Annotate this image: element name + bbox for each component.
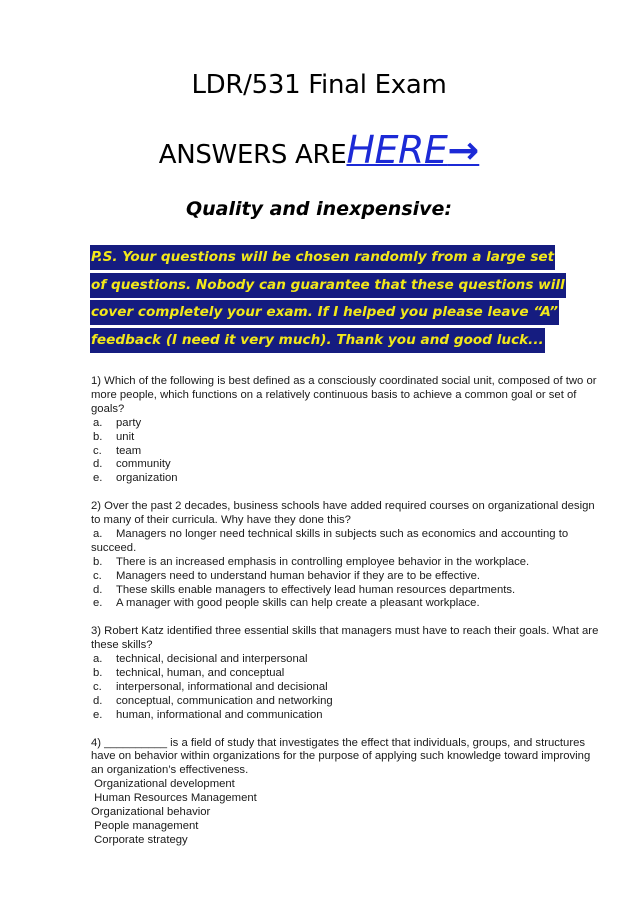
questions-list	[91, 375, 601, 862]
notice-line: cover completely your exam. If I helped you please leave “A”	[90, 300, 559, 325]
notice-line: feedback (I need it very much). Thank you and good luck...	[90, 328, 545, 353]
answer-option: a. technical, decisional and interpersonal	[93, 653, 308, 666]
question-stem: 2) Over the past 2 decades, business schools have added required courses on organizational design to many of their curricula. Why have they done this?	[91, 500, 595, 527]
question-2	[91, 500, 601, 611]
answers-row	[0, 128, 638, 172]
answer-option: b. technical, human, and conceptual	[93, 667, 285, 679]
question-stem: 4) __________ is a field of study that investigates the effect that individuals, groups, and structures have on behavior within organizations for the purpose of applying such knowledge toward improving an organization’s effectiveness.	[91, 736, 591, 777]
answer-option: d. conceptual, communication and networking	[93, 694, 333, 707]
here-link[interactable]: HERE	[346, 128, 448, 172]
question-3	[91, 625, 601, 722]
answer-option: e. human, informational and communication	[93, 708, 323, 721]
answer-option: c. Managers need to understand human behavior if they are to be effective.	[93, 569, 481, 582]
question-stem: 1) Which of the following is best defined as a consciously coordinated social unit, composed of two or more people, which functions on a relatively continuous basis to achieve a common goal or set of goals?	[91, 375, 597, 415]
answer-option: c. team	[93, 444, 142, 457]
answer-option: e. organization	[93, 472, 178, 485]
answer-option: People management	[91, 819, 199, 832]
question-stem: 3) Robert Katz identified three essential skills that managers must have to reach their goals. What are these skills?	[91, 625, 599, 652]
answer-option: b. unit	[93, 430, 135, 443]
answer-option: Human Resources Management	[91, 792, 257, 805]
answer-option: d. These skills enable managers to effectively lead human resources departments.	[93, 583, 516, 596]
question-4	[91, 737, 601, 848]
page-title: LDR/531 Final Exam	[191, 70, 447, 100]
arrow-right-icon[interactable]: →	[447, 128, 480, 172]
answer-option: d. community	[93, 458, 171, 471]
notice-line: P.S. Your questions will be chosen randomly from a large set	[90, 245, 555, 270]
tagline: Quality and inexpensive:	[185, 198, 453, 220]
answer-option: a. Managers no longer need technical skills in subjects such as economics and accounting to succeed.	[91, 527, 569, 554]
answer-option: Organizational behavior	[91, 806, 211, 819]
notice-block	[90, 244, 590, 354]
answer-option: c. interpersonal, informational and decisional	[93, 680, 328, 693]
answers-label: ANSWERS ARE	[158, 140, 347, 170]
notice-line: of questions. Nobody can guarantee that these questions will	[90, 273, 566, 298]
answer-option: e. A manager with good people skills can help create a pleasant workplace.	[93, 597, 480, 610]
answer-option: b. There is an increased emphasis in controlling employee behavior in the workplace.	[93, 555, 530, 568]
answer-option: Corporate strategy	[91, 833, 188, 846]
answer-option: a. party	[93, 416, 142, 429]
answer-option: Organizational development	[91, 778, 235, 791]
question-1	[91, 375, 601, 486]
